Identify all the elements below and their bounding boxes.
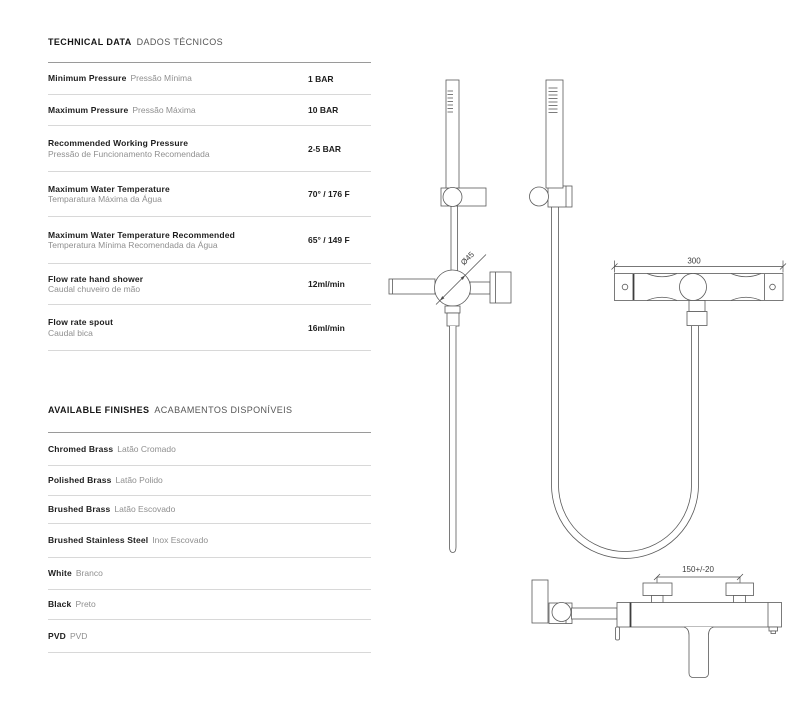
outlet-boss (680, 274, 707, 301)
spec-value: 70° / 176 F (308, 189, 350, 199)
heading-en: TECHNICAL DATA (48, 37, 132, 47)
spout (389, 279, 435, 294)
handle-left (643, 583, 672, 596)
heading-pt: ACABAMENTOS DISPONÍVEIS (154, 405, 293, 415)
spec-name-pt: Caudal bica (48, 327, 93, 338)
finish-en: Black (48, 599, 72, 610)
finish-row (48, 496, 371, 524)
finish-row (48, 433, 371, 466)
spec-name-pt: Caudal chuveiro de mão (48, 284, 141, 294)
available-finishes-section (48, 398, 371, 653)
tub-spout (684, 627, 714, 678)
mixer-body (617, 603, 782, 628)
finish-pt: Latão Escovado (114, 504, 176, 515)
table-row (48, 95, 371, 126)
finish-en: Brushed Stainless Steel (48, 535, 149, 546)
spec-value: 16ml/min (308, 322, 345, 333)
table-row (48, 305, 371, 351)
finish-en: Brushed Brass (48, 504, 111, 515)
spec-name-pt: Temparatura Máxima da Água (48, 194, 162, 204)
hose-inner (559, 207, 692, 552)
drawing-hand-shower-front (530, 80, 699, 558)
finish-pt: Branco (75, 568, 103, 579)
diverter-pin (616, 627, 620, 640)
spec-name-pt: Temperatura Mínima Recomendada da Água (48, 240, 218, 250)
spec-value: 2-5 BAR (308, 143, 342, 154)
spec-name-pt: Pressão de Funcionamento Recomendada (48, 148, 210, 159)
valve-handle (490, 272, 511, 303)
finish-row (48, 590, 371, 620)
drawing-bar-top-view (612, 257, 787, 326)
finish-row (48, 558, 371, 590)
bar-width-label: 300 (687, 256, 701, 266)
hose-straight (450, 326, 457, 553)
spec-value: 10 BAR (308, 105, 339, 115)
spec-name-en: Recommended Working Pressure (48, 138, 189, 148)
handle-right (726, 583, 754, 596)
finish-pt: PVD (69, 630, 88, 641)
table-row (48, 172, 371, 217)
valve-diameter-label: Ø45 (458, 249, 477, 268)
technical-data-section (48, 30, 371, 351)
spec-name-en: Flow rate hand shower (48, 273, 144, 284)
spec-value: 65° / 149 F (308, 235, 350, 245)
finish-pt: Inox Escovado (152, 535, 209, 546)
spec-name-en: Maximum Pressure (48, 104, 129, 115)
drawing-rail-shower-side (389, 80, 511, 553)
finish-row (48, 524, 371, 558)
table-row (48, 264, 371, 305)
finish-en: White (48, 568, 72, 579)
finish-pt: Latão Polido (115, 475, 163, 486)
hose-outer (552, 207, 699, 558)
finishes-table (48, 432, 371, 653)
spec-name-pt: Pressão Máxima (132, 104, 196, 115)
finish-en: Polished Brass (48, 475, 112, 486)
slider-knob (443, 188, 462, 207)
spray-hatch (448, 91, 454, 112)
spec-name-en: Flow rate spout (48, 317, 114, 327)
table-row (48, 217, 371, 264)
spec-name-en: Maximum Water Temperature Recommended (48, 229, 235, 240)
drawing-mixer-front-view (532, 565, 782, 678)
spec-value: 1 BAR (308, 73, 334, 84)
technical-drawing (380, 55, 800, 710)
finish-row (48, 620, 371, 653)
spec-name-en: Minimum Pressure (48, 73, 127, 84)
table-row (48, 63, 371, 95)
technical-data-heading (48, 30, 371, 48)
heading-pt: DADOS TÉCNICOS (136, 37, 224, 47)
finish-pt: Preto (75, 599, 96, 610)
finish-row (48, 466, 371, 496)
finish-pt: Latão Cromado (117, 443, 176, 454)
heading-en: AVAILABLE FINISHES (48, 405, 150, 415)
spec-name-en: Maximum Water Temperature (48, 183, 170, 194)
finish-en: PVD (48, 630, 66, 641)
available-finishes-heading (48, 398, 371, 416)
spec-value: 12ml/min (308, 279, 345, 289)
finish-en: Chromed Brass (48, 443, 114, 454)
holder-knob (552, 603, 571, 622)
parked-hand-shower (532, 580, 548, 623)
holder-knob (530, 187, 549, 206)
table-row (48, 126, 371, 172)
spec-name-pt: Pressão Mínima (130, 73, 192, 84)
handle-spacing-label: 150+/-20 (682, 565, 714, 574)
technical-data-table (48, 62, 371, 351)
